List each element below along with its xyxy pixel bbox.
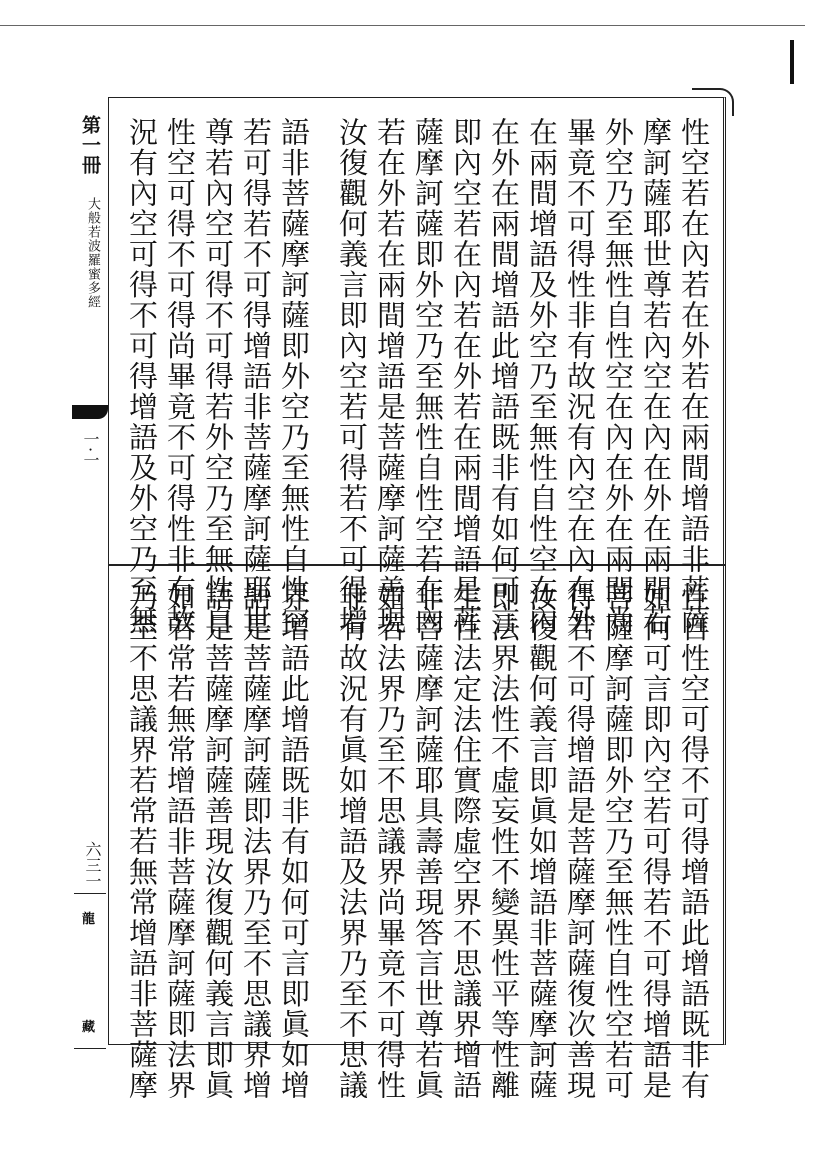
text-column: 非菩薩摩訶薩耶具壽善現答言世尊若眞 (411, 582, 445, 1101)
text-column: 語非菩薩摩訶薩即外空乃至無性自性空 (277, 117, 311, 636)
text-column: 若可得若不可得增語非菩薩摩訶薩耶世 (239, 117, 273, 636)
text-column: 摩訶薩耶世尊若內空在內在外在兩間若 (639, 117, 673, 636)
text-column: 性空可得不可得尚畢竟不可得性非有故 (163, 117, 197, 636)
top-rule (0, 25, 805, 26)
text-column: 性自性空可得不可得增語此增語既非有 (677, 582, 711, 1101)
page-margin (72, 97, 108, 1045)
page-number: 六三一 (83, 841, 102, 889)
top-right-mark (790, 40, 794, 84)
text-column: 畢竟不可得性非有故況有內空在內在外 (563, 117, 597, 636)
fascicle-number: 一·一 (81, 431, 100, 469)
frame-corner (692, 88, 734, 116)
text-column: 在兩間增語及外空乃至無性自性空在內 (525, 117, 559, 636)
sutra-title: 大般若波羅蜜多經 (85, 197, 100, 309)
text-column: 如何可言即內空若可得若不可得增語是 (639, 582, 673, 1101)
text-column: 得若不可得增語是菩薩摩訶薩復次善現 (563, 582, 597, 1101)
text-column: 性空若在內若在外若在兩間增語非菩薩 (677, 117, 711, 636)
volume-title: 第一冊 (79, 115, 101, 175)
text-column: 非有故況有眞如增語及法界乃至不思議 (335, 582, 369, 1101)
text-column: 若在外若在兩間增語是菩薩摩訶薩善現 (373, 117, 407, 636)
text-column: 即內空若在內若在外若在兩間增語是菩 (449, 117, 483, 636)
text-column: 薩摩訶薩即外空乃至無性自性空若在內 (411, 117, 445, 636)
seal-char-1: 龍 (82, 912, 96, 927)
text-column: 菩薩摩訶薩即外空乃至無性自性空若可 (601, 582, 635, 1101)
text-column: 乃至不思議界若常若無常增語非菩薩摩 (125, 582, 159, 1101)
text-column: 如若法界乃至不思議界尚畢竟不可得性 (373, 582, 407, 1101)
text-column: 在外在兩間增語此增語既非有如何可言 (487, 117, 521, 636)
collection-seal (74, 893, 106, 1049)
text-column: 如若常若無常增語非菩薩摩訶薩即法界 (163, 582, 197, 1101)
seal-char-2: 藏 (82, 1020, 96, 1035)
text-column: 外空乃至無性自性空在內在外在兩間尚 (601, 117, 635, 636)
text-column: 況有內空可得不可得增語及外空乃至無 (125, 117, 159, 636)
text-column: 語是菩薩摩訶薩善現汝復觀何義言即眞 (201, 582, 235, 1101)
text-column: 汝復觀何義言即內空若可得若不可得增 (335, 117, 369, 636)
text-column: 汝復觀何義言即眞如增語非菩薩摩訶薩 (525, 582, 559, 1101)
fish-tail-mark (72, 405, 108, 419)
text-column: 生性法定法住實際虛空界不思議界增語 (449, 582, 483, 1101)
text-column: 尊若內空可得不可得若外空乃至無性自 (201, 117, 235, 636)
text-column: 語是菩薩摩訶薩即法界乃至不思議界增 (239, 582, 273, 1101)
text-column: 即法界法性不虛妄性不變異性平等性離 (487, 582, 521, 1101)
text-column: 界增語此增語既非有如何可言即眞如增 (277, 582, 311, 1101)
